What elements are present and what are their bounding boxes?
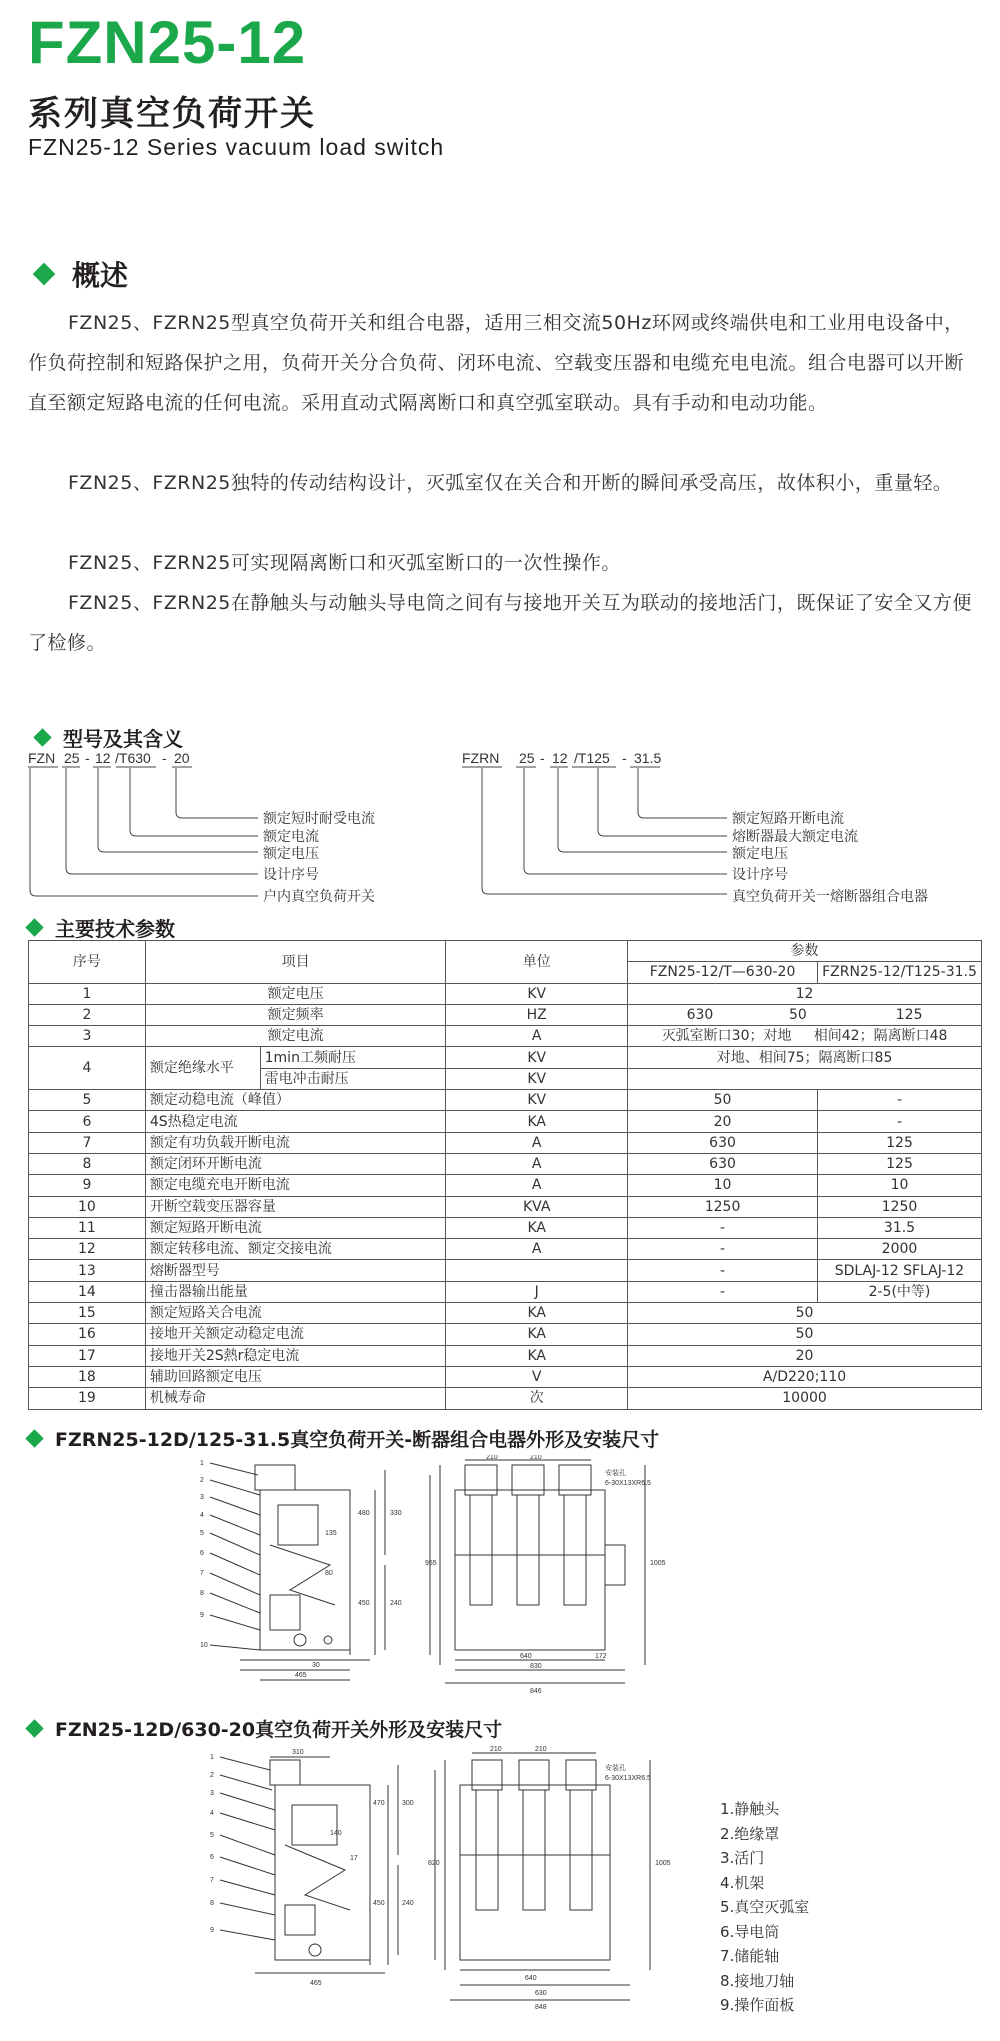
cell-item: 额定绝缘水平 [145, 1047, 260, 1090]
callout-number: 1 [210, 1754, 214, 1761]
model-code-leaders [28, 750, 438, 900]
cell-value-a: 1250 [628, 1196, 818, 1217]
legend-item: 6.导电筒 [720, 1922, 780, 1941]
overview-heading [36, 254, 128, 294]
cell-item: 接地开关2S熱r稳定电流 [145, 1345, 446, 1366]
overview-paragraph [28, 583, 978, 663]
dimension-label: 安装孔 [605, 1765, 626, 1772]
header-col-b: FZRN25-12/T125-31.5 [818, 962, 982, 983]
cell-item: 额定短路开断电流 [145, 1217, 446, 1238]
table-row [29, 1196, 982, 1217]
cell-no: 16 [29, 1324, 146, 1345]
cell-value: 对地、相间75；隔离断口85 [628, 1047, 982, 1068]
overview-paragraph [28, 543, 978, 583]
cell-value: A/D220;110 [628, 1366, 982, 1387]
dimension-label: 640 [525, 1975, 537, 1982]
dimension-label: 848 [535, 2004, 547, 2010]
table-row [29, 1175, 982, 1196]
cell-no: 7 [29, 1132, 146, 1153]
cell-value: 灭弧室断口30；对地 相间42；隔离断口48 [628, 1026, 982, 1047]
code-label: 真空负荷开关一熔断器组合电器 [732, 888, 928, 904]
model-meaning-heading [36, 723, 183, 752]
tech-params-heading [28, 913, 175, 942]
cell-unit: HZ [446, 1004, 628, 1025]
cell-item: 额定转移电流、额定交接电流 [145, 1239, 446, 1260]
dimension-label: 955 [425, 1560, 437, 1567]
cell-no: 17 [29, 1345, 146, 1366]
legend-item: 1.静触头 [720, 1800, 780, 1818]
cell-value: 12 [628, 983, 982, 1004]
callout-number: 9 [210, 1927, 214, 1934]
dimension-label: 安装孔 [605, 1470, 626, 1477]
code-part: 12 [552, 750, 568, 766]
cell-unit: KA [446, 1217, 628, 1238]
dimension-label: 450 [373, 1900, 385, 1907]
cell-value-b: SDLAJ-12 SFLAJ-12 [818, 1260, 982, 1281]
model-code-right [462, 750, 982, 904]
tech-params-heading-text: 主要技术参数 [55, 917, 175, 941]
cell-value-a: 50 [628, 1090, 818, 1111]
dimension-label: 310 [292, 1749, 304, 1756]
cell-unit [446, 1260, 628, 1281]
dimension-label: 140 [330, 1830, 342, 1837]
legend-item: 2.绝缘罩 [720, 1824, 780, 1843]
code-label: 额定电流 [263, 828, 319, 844]
callout-number: 3 [210, 1790, 214, 1797]
callout-number: 10 [200, 1642, 208, 1649]
code-label: 额定短路开断电流 [732, 810, 844, 826]
cell-unit: KA [446, 1111, 628, 1132]
dimension-label: 450 [358, 1600, 370, 1607]
cell-no: 6 [29, 1111, 146, 1132]
cell-unit: KV [446, 1090, 628, 1111]
overview-paragraph [28, 303, 978, 423]
dimension-label: 465 [295, 1672, 307, 1679]
code-label: 额定短时耐受电流 [263, 810, 375, 826]
cell-value-a: - [628, 1260, 818, 1281]
cell-value-b: - [818, 1090, 982, 1111]
model-code-leaders [462, 750, 982, 900]
table-row [29, 1345, 982, 1366]
cell-unit: 次 [446, 1388, 628, 1409]
cell-item: 额定频率 [145, 1004, 446, 1025]
cell-no: 11 [29, 1217, 146, 1238]
header-param: 参数 [628, 941, 982, 962]
dimension-label: 172 [595, 1653, 607, 1660]
cell-unit: A [446, 1132, 628, 1153]
code-part: 12 [95, 750, 111, 766]
dimension-label: 210 [535, 1746, 547, 1753]
cell-unit: V [446, 1366, 628, 1387]
dimension-drawing-2-heading-text: FZN25-12D/630-20真空负荷开关外形及安装尺寸 [55, 1719, 503, 1741]
paragraph-text: FZN25、FZRN25型真空负荷开关和组合电器，适用三相交流50Hz环网或终端供电和工业用电设备中，作负荷控制和短路保护之用，负荷开关分合负荷、闭环电流、空载变压器和电缆充电电流。组合电器可以开断直至额定短路电流的任何电流。采用直动式隔离断口和真空弧室联动。具有手动和电动功能。 [28, 312, 965, 414]
table-row [29, 1153, 982, 1174]
code-label: 熔断器最大额定电流 [732, 828, 858, 844]
cell-value-a: - [628, 1217, 818, 1238]
cell-item: 额定有功负载开断电流 [145, 1132, 446, 1153]
cell-value-a: 20 [628, 1111, 818, 1132]
cell-value-b: 2-5(中等) [818, 1281, 982, 1302]
paragraph-text: FZN25、FZRN25可实现隔离断口和灭弧室断口的一次性操作。 [68, 552, 621, 574]
table-row [29, 1239, 982, 1260]
table-row [29, 1111, 982, 1132]
header-col-a: FZN25-12/T—630-20 [628, 962, 818, 983]
cell-value-b: 10 [818, 1175, 982, 1196]
code-part: /T125 [574, 750, 610, 766]
cell-value: 630 50 125 [628, 1004, 982, 1025]
legend-item: 8.接地刀轴 [720, 1971, 795, 1990]
header-item: 项目 [145, 941, 446, 984]
page-title-cn: 系列真空负荷开关 [28, 94, 316, 134]
parts-legend [720, 1797, 809, 2018]
model-meaning-heading-text: 型号及其含义 [63, 727, 183, 751]
cell-item: 开断空载变压器容量 [145, 1196, 446, 1217]
diamond-bullet-icon [25, 1429, 43, 1447]
paragraph-text: FZN25、FZRN25独特的传动结构设计，灭弧室仅在关合和开断的瞬间承受高压，故体积小，重量轻。 [68, 472, 953, 494]
legend-item: 3.活门 [720, 1849, 765, 1867]
dimension-label: 300 [402, 1800, 414, 1807]
dimension-label: 640 [520, 1653, 532, 1660]
cell-unit: KA [446, 1324, 628, 1345]
cell-item: 熔断器型号 [145, 1260, 446, 1281]
code-part: - [540, 750, 545, 766]
cell-value: 20 [628, 1345, 982, 1366]
cell-item: 机械寿命 [145, 1388, 446, 1409]
cell-no: 9 [29, 1175, 146, 1196]
cell-unit: KV [446, 1068, 628, 1089]
callout-number: 2 [210, 1772, 214, 1779]
table-row [29, 1324, 982, 1345]
code-part: 25 [64, 750, 80, 766]
code-label: 设计序号 [732, 866, 788, 882]
cell-unit: KV [446, 1047, 628, 1068]
cell-unit: A [446, 1153, 628, 1174]
tech-params-table [28, 940, 982, 1410]
dimension-label: 480 [358, 1510, 370, 1517]
cell-unit: A [446, 1026, 628, 1047]
cell-unit: KA [446, 1345, 628, 1366]
cell-value: 10000 [628, 1388, 982, 1409]
cell-value-a: - [628, 1281, 818, 1302]
cell-no: 2 [29, 1004, 146, 1025]
cell-no: 3 [29, 1026, 146, 1047]
dimension-drawing-1-heading [28, 1425, 659, 1452]
overview-paragraph [28, 463, 978, 503]
dimension-label: 465 [310, 1980, 322, 1987]
model-code-left [28, 750, 438, 904]
callout-number: 4 [210, 1810, 214, 1817]
cell-subitem: 1min工频耐压 [260, 1047, 446, 1068]
cell-value-a: 10 [628, 1175, 818, 1196]
cell-item: 额定动稳电流（峰值） [145, 1090, 446, 1111]
cell-unit: KVA [446, 1196, 628, 1217]
dimension-label: 17 [350, 1855, 358, 1862]
table-row [29, 1388, 982, 1409]
dimension-drawing-2-heading [28, 1715, 502, 1742]
dimension-label: 80 [325, 1570, 333, 1577]
legend-item: 9.操作面板 [720, 1996, 795, 2014]
cell-no: 13 [29, 1260, 146, 1281]
code-part: FZRN [462, 750, 500, 766]
dimension-label: 30 [312, 1662, 320, 1669]
cell-unit: A [446, 1239, 628, 1260]
cell-no: 18 [29, 1366, 146, 1387]
overview-heading-text: 概述 [72, 259, 129, 292]
dimension-label: 6-30X13XR6.5 [605, 1480, 651, 1487]
dimension-label: 330 [390, 1510, 402, 1517]
diamond-bullet-icon [25, 1719, 43, 1737]
paragraph-text: FZN25、FZRN25在静触头与动触头导电筒之间有与接地开关互为联动的接地活门，既保证了安全又方便了检修。 [28, 592, 972, 654]
dimension-label: 1005 [650, 1560, 666, 1567]
dimension-label: 240 [390, 1600, 402, 1607]
cell-item: 额定电缆充电开断电流 [145, 1175, 446, 1196]
callout-number: 9 [200, 1612, 204, 1619]
cell-value-b: 125 [818, 1132, 982, 1153]
dimension-label: 6-30X13XR6.5 [605, 1775, 651, 1782]
legend-item: 5.真空灭弧室 [720, 1898, 810, 1916]
header-unit: 单位 [446, 941, 628, 984]
cell-no: 1 [29, 983, 146, 1004]
callout-number: 5 [200, 1530, 204, 1537]
cell-item: 4S热稳定电流 [145, 1111, 446, 1132]
dimension-label: 630 [535, 1990, 547, 1997]
code-part: - [162, 750, 167, 766]
callout-number: 7 [210, 1877, 214, 1884]
callout-number: 8 [210, 1900, 214, 1907]
diamond-bullet-icon [33, 263, 56, 286]
callout-number: 3 [200, 1494, 204, 1501]
code-part: 25 [519, 750, 535, 766]
callout-number: 4 [200, 1512, 204, 1519]
cell-item: 额定闭环开断电流 [145, 1153, 446, 1174]
cell-no: 5 [29, 1090, 146, 1111]
callout-number: 6 [210, 1854, 214, 1861]
table-row [29, 1281, 982, 1302]
dimension-label: 210 [490, 1746, 502, 1753]
callout-number: 2 [200, 1477, 204, 1484]
code-label: 额定电压 [263, 845, 319, 861]
dimension-label: 135 [325, 1530, 337, 1537]
cell-no: 19 [29, 1388, 146, 1409]
cell-value-b: 1250 [818, 1196, 982, 1217]
header-no: 序号 [29, 941, 146, 984]
code-part: 20 [174, 750, 190, 766]
table-row [29, 1366, 982, 1387]
cell-value-b: 31.5 [818, 1217, 982, 1238]
code-part: FZN [28, 750, 56, 766]
callout-number: 8 [200, 1590, 204, 1597]
page-title-en: FZN25-12 Series vacuum load switch [28, 134, 445, 160]
cell-unit: KV [446, 983, 628, 1004]
code-label: 额定电压 [732, 845, 788, 861]
dimension-label: 240 [402, 1900, 414, 1907]
model-title: FZN25-12 [28, 9, 307, 76]
cell-no: 12 [29, 1239, 146, 1260]
cell-subitem: 雷电冲击耐压 [260, 1068, 446, 1089]
cell-item: 撞击器输出能量 [145, 1281, 446, 1302]
cell-value-b: - [818, 1111, 982, 1132]
table-header-row [29, 941, 982, 962]
cell-value: 50 [628, 1324, 982, 1345]
cell-value-b: 2000 [818, 1239, 982, 1260]
dimension-label: 820 [428, 1860, 440, 1867]
code-label: 设计序号 [263, 866, 319, 882]
table-row [29, 1217, 982, 1238]
cell-item: 额定电压 [145, 983, 446, 1004]
cell-no: 8 [29, 1153, 146, 1174]
dimension-label: 846 [530, 1688, 542, 1695]
dimension-label: 210 [486, 1455, 498, 1461]
callout-number: 7 [200, 1570, 204, 1577]
table-row [29, 1004, 982, 1025]
cell-item: 额定电流 [145, 1026, 446, 1047]
cell-item: 额定短路关合电流 [145, 1303, 446, 1324]
diamond-bullet-icon [33, 728, 51, 746]
cell-item: 接地开关额定动稳定电流 [145, 1324, 446, 1345]
table-row [29, 1090, 982, 1111]
code-part: /T630 [115, 750, 151, 766]
cell-no: 10 [29, 1196, 146, 1217]
cell-item: 辅助回路额定电压 [145, 1366, 446, 1387]
cell-value [628, 1068, 982, 1089]
cell-value: 50 [628, 1303, 982, 1324]
table-row [29, 1132, 982, 1153]
cell-unit: J [446, 1281, 628, 1302]
cell-value-a: - [628, 1239, 818, 1260]
table-row [29, 1026, 982, 1047]
callout-number: 6 [200, 1550, 204, 1557]
cell-no: 4 [29, 1047, 146, 1090]
code-label: 户内真空负荷开关 [263, 888, 375, 904]
cell-no: 15 [29, 1303, 146, 1324]
cell-unit: KA [446, 1303, 628, 1324]
cell-no: 14 [29, 1281, 146, 1302]
table-row [29, 1047, 982, 1068]
code-part: 31.5 [634, 750, 662, 766]
dimension-drawing-2 [210, 1745, 690, 2010]
dimension-label: 210 [530, 1455, 542, 1461]
dimension-drawing-1 [200, 1455, 850, 1695]
dimension-label: 1005 [655, 1860, 671, 1867]
cell-value-a: 630 [628, 1153, 818, 1174]
legend-item: 7.储能轴 [720, 1947, 780, 1965]
table-row [29, 1303, 982, 1324]
cell-unit: A [446, 1175, 628, 1196]
callout-number: 5 [210, 1832, 214, 1839]
legend-item: 4.机架 [720, 1873, 765, 1892]
table-row [29, 1260, 982, 1281]
dimension-label: 470 [373, 1800, 385, 1807]
dimension-label: 830 [530, 1663, 542, 1670]
callout-number: 1 [200, 1460, 204, 1467]
cell-value-b: 125 [818, 1153, 982, 1174]
dimension-drawing-1-heading-text: FZRN25-12D/125-31.5真空负荷开关-断器组合电器外形及安装尺寸 [55, 1429, 660, 1451]
diamond-bullet-icon [25, 918, 43, 936]
table-row [29, 983, 982, 1004]
code-part: - [85, 750, 90, 766]
cell-value-a: 630 [628, 1132, 818, 1153]
code-part: - [622, 750, 627, 766]
